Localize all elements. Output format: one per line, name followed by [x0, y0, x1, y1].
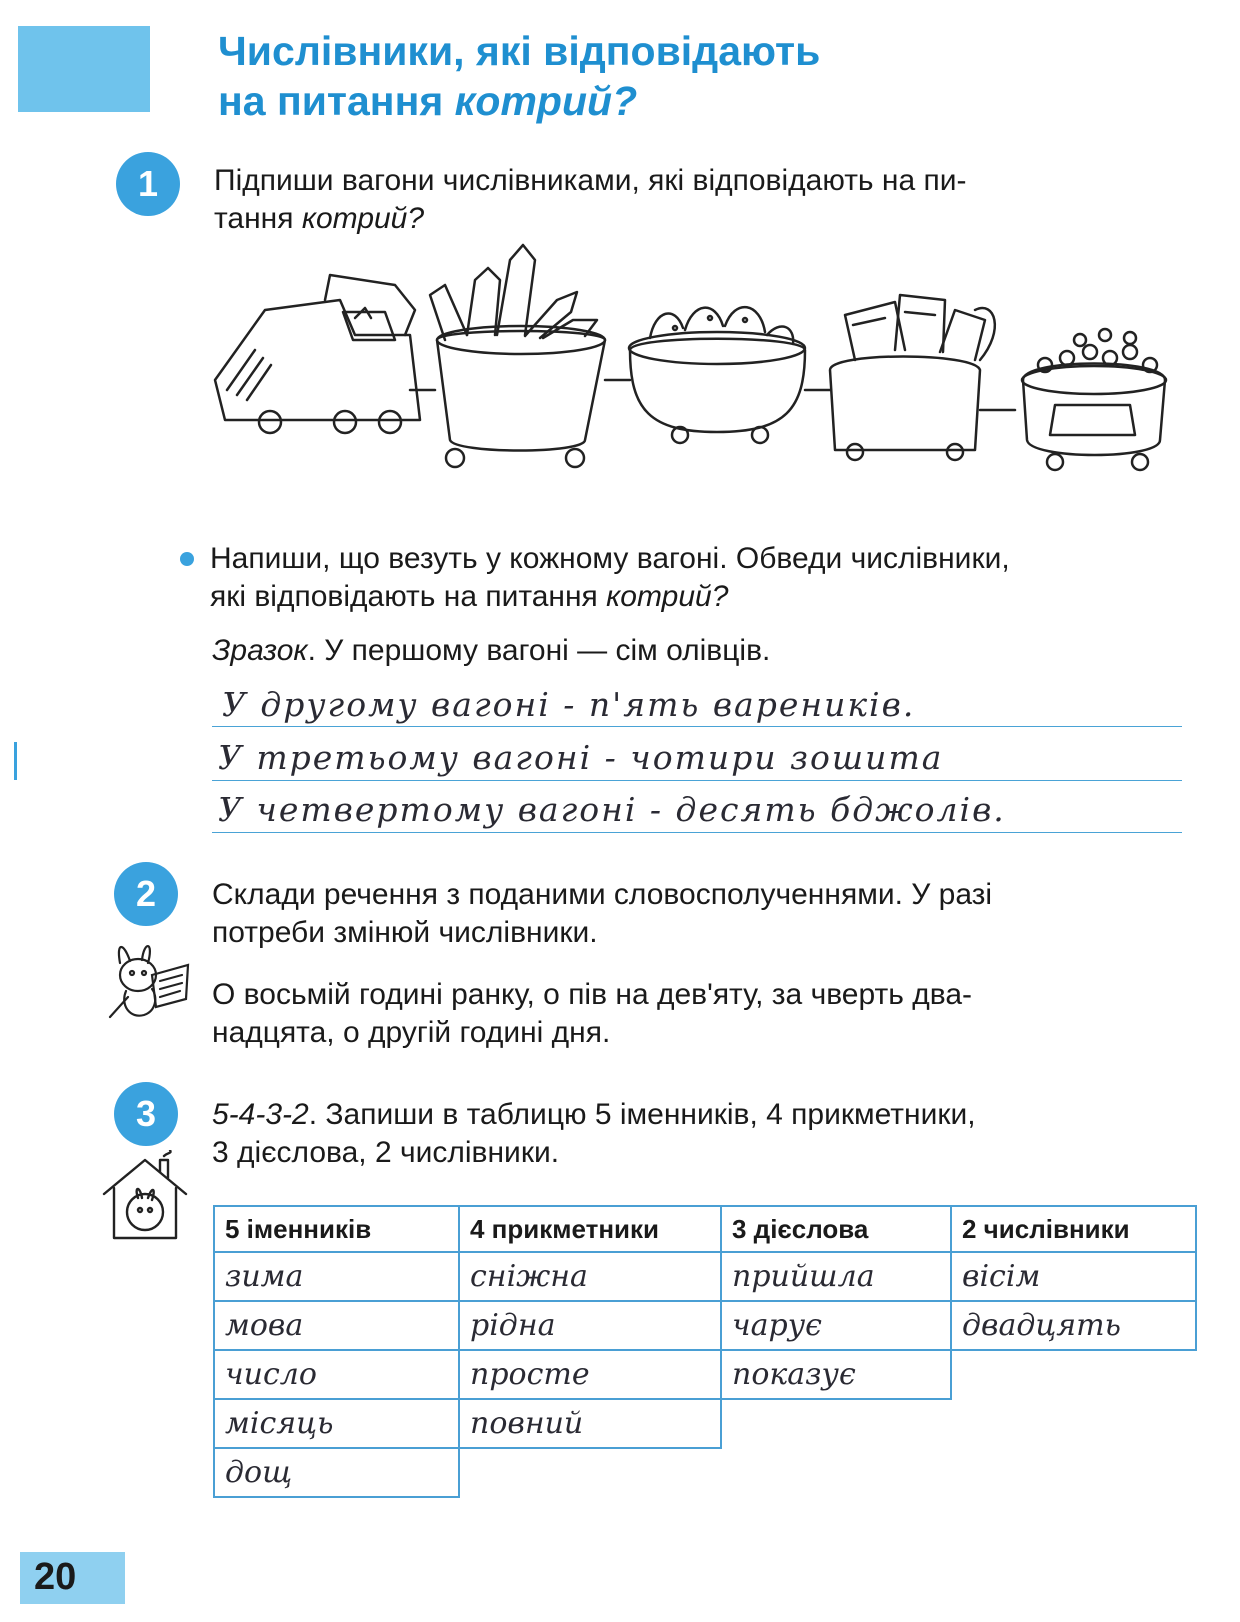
exercise-2-number: 2 [114, 862, 178, 926]
page-title [218, 26, 820, 126]
table-cell-empty [951, 1448, 1196, 1497]
parts-of-speech-table [213, 1205, 1197, 1498]
exercise-2-line-1: Склади речення з поданими словосполученнями. У разі [212, 878, 993, 911]
exercise-3-formula: 5-4-3-2 [212, 1098, 309, 1131]
locomotive [215, 275, 435, 433]
table-cell-empty [951, 1399, 1196, 1448]
table-cell[interactable]: показує [721, 1350, 951, 1399]
exercise-1-number: 1 [116, 152, 180, 216]
table-cell[interactable]: просте [459, 1350, 721, 1399]
writing-rule-3 [212, 832, 1182, 833]
answer-line-3: У четвертому вагоні - десять бджолів. [218, 790, 1006, 829]
table-cell-empty [951, 1350, 1196, 1399]
table-row [214, 1350, 1196, 1399]
exercise-1-line-2-prefix: тання [214, 202, 302, 235]
table-cell-empty [721, 1448, 951, 1497]
table-cell[interactable]: число [214, 1350, 459, 1399]
page-number: 20 [34, 1556, 77, 1598]
margin-mark [14, 742, 17, 780]
dumpling-pot-wagon [629, 307, 830, 443]
header-numerals: 2 числівники [951, 1206, 1196, 1252]
title-line-2-prefix: на питання [218, 78, 455, 124]
table-cell-empty [459, 1448, 721, 1497]
table-row [214, 1252, 1196, 1301]
exercise-3-line-2: 3 дієслова, 2 числівники. [212, 1136, 560, 1169]
writing-rule-1 [212, 726, 1182, 727]
table-cell[interactable]: прийшла [721, 1252, 951, 1301]
train-illustration [205, 240, 1215, 490]
header-nouns: 5 іменників [214, 1206, 459, 1252]
exercise-3-number: 3 [114, 1082, 178, 1146]
task-line-2-prefix: які відповідають на питання [210, 580, 607, 613]
bee-barrel-wagon [1022, 329, 1166, 470]
exercise-3-instruction [212, 1096, 1202, 1172]
notebook-bag-wagon [830, 295, 1015, 460]
exercise-1-line-2-italic: котрий? [301, 202, 425, 235]
header-adjectives: 4 прикметники [459, 1206, 721, 1252]
answer-line-2: У третьому вагоні - чотири зошита [218, 738, 944, 777]
title-line-2 [218, 76, 820, 126]
exercise-2-line-2: потреби змінюй числівники. [212, 916, 598, 949]
table-cell[interactable]: рідна [459, 1301, 721, 1350]
sample-sentence [212, 632, 770, 670]
exercise-1-line-2 [214, 200, 1204, 238]
answer-line-1: У другому вагоні - п'ять вареників. [222, 685, 916, 724]
table-cell[interactable]: мова [214, 1301, 459, 1350]
exercise-2-instruction [212, 876, 1202, 952]
sample-label: Зразок [212, 634, 308, 667]
exercise-1-instruction [214, 162, 1204, 238]
table-cell-empty [721, 1399, 951, 1448]
home-task-icon [98, 1150, 193, 1245]
table-row [214, 1448, 1196, 1497]
table-cell[interactable]: зима [214, 1252, 459, 1301]
exercise-1-line-1: Підпиши вагони числівниками, які відповідають на пи- [214, 164, 967, 197]
sample-text: . У першому вагоні — сім олівців. [307, 634, 771, 667]
table-cell[interactable]: двадцять [951, 1301, 1196, 1350]
pencil-wagon [430, 245, 630, 467]
table-cell[interactable]: сніжна [459, 1252, 721, 1301]
exercise-2-phrases [212, 976, 1202, 1052]
table-cell[interactable]: вісім [951, 1252, 1196, 1301]
exercise-3-line-1 [212, 1096, 1202, 1134]
table-cell[interactable]: місяць [214, 1399, 459, 1448]
task-line-1: Напиши, що везуть у кожному вагоні. Обведи числівники, [210, 542, 1010, 575]
reading-rabbit-icon [100, 935, 195, 1025]
header-verbs: 3 дієслова [721, 1206, 951, 1252]
title-line-2-italic: котрий? [454, 78, 638, 124]
exercise-2-line-4: надцята, о другій годині дня. [212, 1016, 611, 1049]
title-line-1: Числівники, які відповідають [218, 28, 821, 74]
table-cell[interactable]: повний [459, 1399, 721, 1448]
exercise-3-line-1-rest: . Запиши в таблицю 5 іменників, 4 прикметники, [308, 1098, 976, 1131]
table-row [214, 1301, 1196, 1350]
corner-accent-block [18, 26, 150, 112]
table-cell[interactable]: дощ [214, 1448, 459, 1497]
task-line-2-italic: котрий? [606, 580, 729, 613]
table-cell[interactable]: чарує [721, 1301, 951, 1350]
table-header-row [214, 1206, 1196, 1252]
table-row [214, 1399, 1196, 1448]
writing-rule-2 [212, 780, 1182, 781]
exercise-2-line-3: О восьмій годині ранку, о пів на дев'яту, за чверть два- [212, 978, 973, 1011]
task-bullet [180, 552, 194, 566]
task-line-2 [210, 578, 1200, 616]
exercise-1-task [210, 540, 1200, 616]
